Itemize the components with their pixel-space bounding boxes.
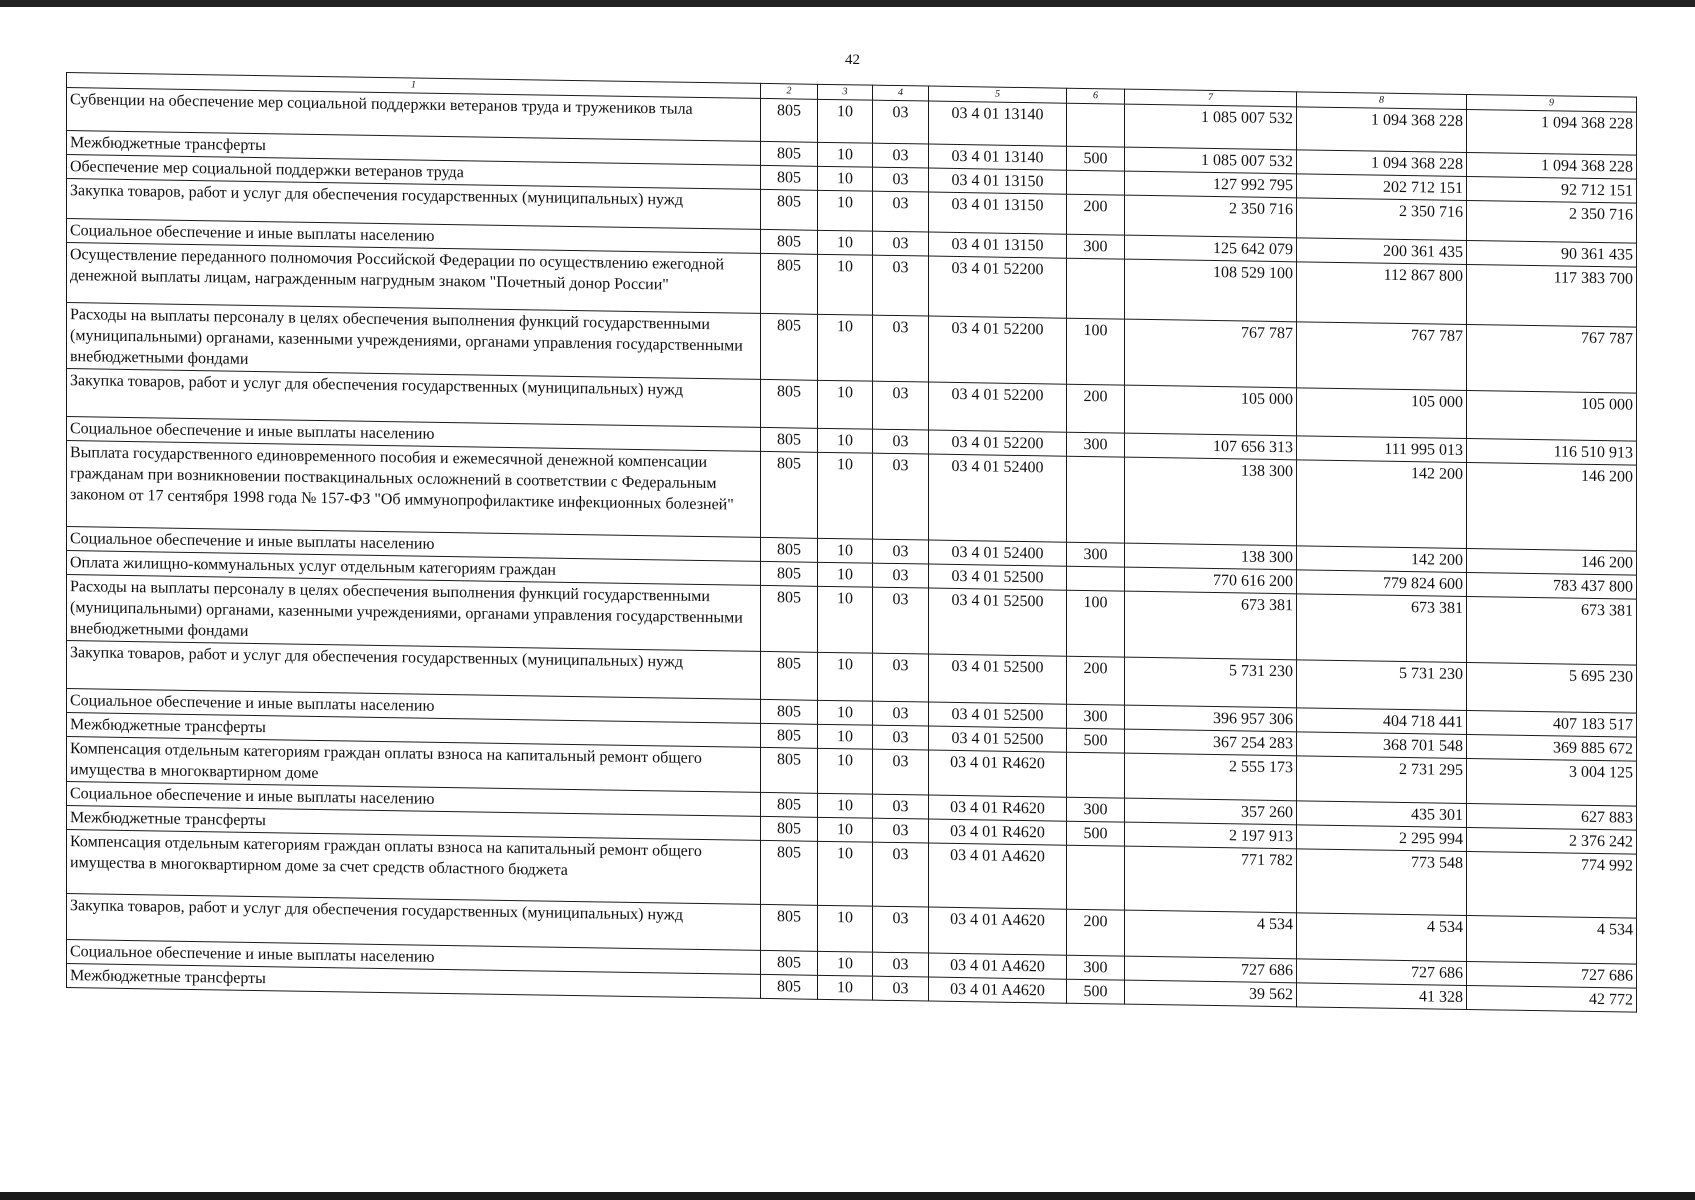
amount-year3-cell: 774 992 xyxy=(1467,852,1637,919)
expense-name-cell: Межбюджетные трансферты xyxy=(67,806,761,841)
subsection-code-cell: 03 xyxy=(873,906,929,953)
amount-year1-cell: 2 555 173 xyxy=(1125,753,1297,801)
expense-name-cell: Субвенции на обеспечение мер социальной поддержки ветеранов труда и тружеников тыла xyxy=(67,88,761,142)
target-article-cell: 03 4 01 A4620 xyxy=(929,977,1067,1003)
amount-year1-cell: 138 300 xyxy=(1125,457,1297,546)
amount-year2-cell: 368 701 548 xyxy=(1297,732,1467,759)
amount-year1-cell: 367 254 283 xyxy=(1125,729,1297,756)
amount-year2-cell: 111 995 013 xyxy=(1297,436,1467,463)
amount-year1-cell: 1 085 007 532 xyxy=(1125,147,1297,174)
amount-year3-cell: 783 437 800 xyxy=(1467,573,1637,600)
section-code-cell: 10 xyxy=(818,724,873,749)
expense-name-cell: Социальное обеспечение и иные выплаты населению xyxy=(67,417,761,452)
subsection-code-cell: 03 xyxy=(873,563,929,588)
target-article-cell: 03 4 01 A4620 xyxy=(929,843,1067,909)
expense-name-cell: Социальное обеспечение и иные выплаты населению xyxy=(67,527,761,562)
amount-year1-cell: 5 731 230 xyxy=(1125,657,1297,708)
amount-year3-cell: 727 686 xyxy=(1467,962,1637,989)
subsection-code-cell: 03 xyxy=(873,952,929,977)
amount-year1-cell: 770 616 200 xyxy=(1125,567,1297,594)
subsection-code-cell: 03 xyxy=(873,453,929,540)
subsection-code-cell: 03 xyxy=(873,794,929,819)
section-code-cell: 10 xyxy=(818,314,873,381)
department-code-cell: 805 xyxy=(761,313,818,380)
section-code-cell: 10 xyxy=(818,841,873,906)
department-code-cell: 805 xyxy=(761,189,818,230)
target-article-cell: 03 4 01 52500 xyxy=(929,726,1067,752)
target-article-cell: 03 4 01 13140 xyxy=(929,144,1067,170)
target-article-cell: 03 4 01 52200 xyxy=(929,316,1067,384)
amount-year3-cell: 92 712 151 xyxy=(1467,177,1637,204)
expense-type-cell xyxy=(1067,456,1125,543)
section-code-cell: 10 xyxy=(818,951,873,976)
amount-year3-cell: 673 381 xyxy=(1467,597,1637,666)
expense-name-cell: Расходы на выплаты персоналу в целях обеспечения выполнения функций государственными (муниципальными) органами, казенными учреждениями, органами управления государственными внебюджетными фондами xyxy=(67,575,761,652)
expense-type-cell xyxy=(1067,258,1125,319)
amount-year3-cell: 146 200 xyxy=(1467,549,1637,576)
department-code-cell: 805 xyxy=(761,816,818,841)
column-number: 2 xyxy=(761,83,818,99)
amount-year2-cell: 105 000 xyxy=(1297,388,1467,439)
amount-year2-cell: 404 718 441 xyxy=(1297,708,1467,735)
expense-type-cell: 100 xyxy=(1067,590,1125,657)
subsection-code-cell: 03 xyxy=(873,381,929,430)
expense-name-cell: Обеспечение мер социальной поддержки ветеранов труда xyxy=(67,155,761,190)
column-number: 7 xyxy=(1125,89,1297,107)
section-code-cell: 10 xyxy=(818,254,873,315)
amount-year3-cell: 1 094 368 228 xyxy=(1467,153,1637,180)
expense-name-cell: Выплата государственного единовременного пособия и ежемесячной денежной компенсации гражданам при возникновении поствакцинальных осложнений в соответствии с Федеральным законом от 17 сентября 1998 года № 157-ФЗ "Об иммунопрофилактике инфекционных болезней" xyxy=(67,441,761,538)
scan-edge-bottom xyxy=(0,1192,1695,1200)
section-code-cell: 10 xyxy=(818,230,873,255)
expense-name-cell: Закупка товаров, работ и услуг для обеспечения государственных (муниципальных) нужд xyxy=(67,179,761,230)
expense-type-cell: 300 xyxy=(1067,432,1125,457)
department-code-cell: 805 xyxy=(761,950,818,975)
amount-year2-cell: 142 200 xyxy=(1297,546,1467,573)
amount-year3-cell: 116 510 913 xyxy=(1467,439,1637,466)
amount-year3-cell: 1 094 368 228 xyxy=(1467,110,1637,156)
expense-type-cell: 500 xyxy=(1067,979,1125,1004)
amount-year1-cell: 1 085 007 532 xyxy=(1125,104,1297,150)
target-article-cell: 03 4 01 A4620 xyxy=(929,907,1067,955)
expense-name-cell: Межбюджетные трансферты xyxy=(67,131,761,166)
amount-year3-cell: 369 885 672 xyxy=(1467,735,1637,762)
department-code-cell: 805 xyxy=(761,165,818,190)
target-article-cell: 03 4 01 R4620 xyxy=(929,819,1067,845)
amount-year1-cell: 107 656 313 xyxy=(1125,433,1297,460)
expense-name-cell: Социальное обеспечение и иные выплаты населению xyxy=(67,782,761,817)
amount-year2-cell: 5 731 230 xyxy=(1297,660,1467,711)
section-code-cell: 10 xyxy=(818,562,873,587)
amount-year2-cell: 112 867 800 xyxy=(1297,262,1467,325)
column-number: 4 xyxy=(873,85,929,101)
subsection-code-cell: 03 xyxy=(873,587,929,654)
expense-type-cell: 200 xyxy=(1067,656,1125,705)
department-code-cell: 805 xyxy=(761,561,818,586)
expense-type-cell: 300 xyxy=(1067,797,1125,822)
target-article-cell: 03 4 01 R4620 xyxy=(929,795,1067,821)
department-code-cell: 805 xyxy=(761,904,818,951)
expense-type-cell: 500 xyxy=(1067,728,1125,753)
amount-year2-cell: 773 548 xyxy=(1297,849,1467,916)
amount-year3-cell: 3 004 125 xyxy=(1467,759,1637,807)
section-code-cell: 10 xyxy=(818,142,873,167)
section-code-cell: 10 xyxy=(818,748,873,794)
budget-table xyxy=(66,72,1637,1013)
amount-year3-cell: 4 534 xyxy=(1467,916,1637,965)
amount-year2-cell: 142 200 xyxy=(1297,460,1467,549)
expense-name-cell: Социальное обеспечение и иные выплаты населению xyxy=(67,940,761,975)
target-article-cell: 03 4 01 A4620 xyxy=(929,953,1067,979)
column-number: 1 xyxy=(67,73,761,99)
section-code-cell: 10 xyxy=(818,428,873,453)
section-code-cell: 10 xyxy=(818,380,873,429)
expense-name-cell: Расходы на выплаты персоналу в целях обеспечения выполнения функций государственными (муниципальными) органами, казенными учреждениями, органами управления государственными внебюджетными фондами xyxy=(67,303,761,380)
amount-year1-cell: 105 000 xyxy=(1125,385,1297,436)
table-body xyxy=(67,73,1637,1013)
expense-type-cell xyxy=(1067,103,1125,147)
section-code-cell: 10 xyxy=(818,190,873,231)
subsection-code-cell: 03 xyxy=(873,100,929,144)
section-code-cell: 10 xyxy=(818,700,873,725)
amount-year2-cell: 200 361 435 xyxy=(1297,238,1467,265)
amount-year3-cell: 5 695 230 xyxy=(1467,663,1637,714)
subsection-code-cell: 03 xyxy=(873,842,929,907)
department-code-cell: 805 xyxy=(761,651,818,700)
amount-year2-cell: 727 686 xyxy=(1297,959,1467,986)
amount-year3-cell: 407 183 517 xyxy=(1467,711,1637,738)
subsection-code-cell: 03 xyxy=(873,315,929,382)
expense-name-cell: Оплата жилищно-коммунальных услуг отдельным категориям граждан xyxy=(67,551,761,586)
column-number: 8 xyxy=(1297,92,1467,110)
subsection-code-cell: 03 xyxy=(873,167,929,192)
department-code-cell: 805 xyxy=(761,792,818,817)
expense-type-cell: 500 xyxy=(1067,146,1125,171)
expense-name-cell: Межбюджетные трансферты xyxy=(67,964,761,999)
section-code-cell: 10 xyxy=(818,905,873,952)
scan-edge-top xyxy=(0,0,1695,7)
department-code-cell: 805 xyxy=(761,840,818,905)
target-article-cell: 03 4 01 52200 xyxy=(929,256,1067,318)
amount-year3-cell: 105 000 xyxy=(1467,391,1637,442)
expense-type-cell: 300 xyxy=(1067,542,1125,567)
amount-year2-cell: 4 534 xyxy=(1297,913,1467,962)
amount-year1-cell: 2 197 913 xyxy=(1125,822,1297,849)
target-article-cell: 03 4 01 52400 xyxy=(929,454,1067,542)
expense-name-cell: Закупка товаров, работ и услуг для обеспечения государственных (муниципальных) нужд xyxy=(67,369,761,428)
target-article-cell: 03 4 01 R4620 xyxy=(929,750,1067,797)
expense-name-cell: Компенсация отдельным категориям граждан оплаты взноса на капитальный ремонт общего имущества в многоквартирном доме xyxy=(67,737,761,793)
target-article-cell: 03 4 01 13150 xyxy=(929,192,1067,234)
amount-year3-cell: 2 350 716 xyxy=(1467,201,1637,244)
amount-year1-cell: 125 642 079 xyxy=(1125,235,1297,262)
amount-year3-cell: 627 883 xyxy=(1467,804,1637,831)
subsection-code-cell: 03 xyxy=(873,976,929,1001)
column-number: 6 xyxy=(1067,88,1125,104)
amount-year2-cell: 767 787 xyxy=(1297,322,1467,391)
section-code-cell: 10 xyxy=(818,817,873,842)
section-code-cell: 10 xyxy=(818,538,873,563)
target-article-cell: 03 4 01 52500 xyxy=(929,564,1067,590)
target-article-cell: 03 4 01 13140 xyxy=(929,101,1067,146)
target-article-cell: 03 4 01 52500 xyxy=(929,654,1067,704)
amount-year1-cell: 771 782 xyxy=(1125,846,1297,913)
amount-year1-cell: 39 562 xyxy=(1125,980,1297,1007)
department-code-cell: 805 xyxy=(761,723,818,748)
amount-year1-cell: 767 787 xyxy=(1125,319,1297,388)
amount-year2-cell: 2 731 295 xyxy=(1297,756,1467,804)
expense-type-cell xyxy=(1067,752,1125,798)
subsection-code-cell: 03 xyxy=(873,539,929,564)
column-number: 5 xyxy=(929,86,1067,103)
department-code-cell: 805 xyxy=(761,585,818,652)
subsection-code-cell: 03 xyxy=(873,653,929,702)
department-code-cell: 805 xyxy=(761,537,818,562)
department-code-cell: 805 xyxy=(761,98,818,142)
section-code-cell: 10 xyxy=(818,166,873,191)
department-code-cell: 805 xyxy=(761,699,818,724)
amount-year1-cell: 2 350 716 xyxy=(1125,195,1297,238)
expense-type-cell xyxy=(1067,566,1125,591)
amount-year1-cell: 127 992 795 xyxy=(1125,171,1297,198)
department-code-cell: 805 xyxy=(761,379,818,428)
department-code-cell: 805 xyxy=(761,141,818,166)
section-code-cell: 10 xyxy=(818,586,873,653)
subsection-code-cell: 03 xyxy=(873,255,929,316)
department-code-cell: 805 xyxy=(761,451,818,538)
amount-year2-cell: 673 381 xyxy=(1297,594,1467,663)
department-code-cell: 805 xyxy=(761,427,818,452)
subsection-code-cell: 03 xyxy=(873,231,929,256)
amount-year2-cell: 2 350 716 xyxy=(1297,198,1467,241)
section-code-cell: 10 xyxy=(818,452,873,539)
amount-year3-cell: 146 200 xyxy=(1467,463,1637,552)
subsection-code-cell: 03 xyxy=(873,818,929,843)
amount-year1-cell: 138 300 xyxy=(1125,543,1297,570)
subsection-code-cell: 03 xyxy=(873,749,929,795)
amount-year2-cell: 1 094 368 228 xyxy=(1297,150,1467,177)
amount-year1-cell: 396 957 306 xyxy=(1125,705,1297,732)
subsection-code-cell: 03 xyxy=(873,701,929,726)
section-code-cell: 10 xyxy=(818,975,873,1000)
expense-type-cell: 200 xyxy=(1067,194,1125,235)
expense-name-cell: Закупка товаров, работ и услуг для обеспечения государственных (муниципальных) нужд xyxy=(67,894,761,951)
subsection-code-cell: 03 xyxy=(873,143,929,168)
target-article-cell: 03 4 01 13150 xyxy=(929,232,1067,258)
section-code-cell: 10 xyxy=(818,793,873,818)
target-article-cell: 03 4 01 52500 xyxy=(929,702,1067,728)
amount-year2-cell: 779 824 600 xyxy=(1297,570,1467,597)
amount-year3-cell: 42 772 xyxy=(1467,986,1637,1013)
department-code-cell: 805 xyxy=(761,253,818,314)
expense-name-cell: Социальное обеспечение и иные выплаты населению xyxy=(67,689,761,724)
column-number: 9 xyxy=(1467,95,1637,113)
amount-year1-cell: 108 529 100 xyxy=(1125,259,1297,322)
amount-year1-cell: 673 381 xyxy=(1125,591,1297,660)
amount-year2-cell: 41 328 xyxy=(1297,983,1467,1010)
target-article-cell: 03 4 01 52200 xyxy=(929,382,1067,432)
target-article-cell: 03 4 01 13150 xyxy=(929,168,1067,194)
amount-year3-cell: 117 383 700 xyxy=(1467,265,1637,328)
section-code-cell: 10 xyxy=(818,652,873,701)
amount-year2-cell: 435 301 xyxy=(1297,801,1467,828)
expense-type-cell xyxy=(1067,170,1125,195)
department-code-cell: 805 xyxy=(761,974,818,999)
expense-type-cell: 300 xyxy=(1067,704,1125,729)
expense-type-cell: 300 xyxy=(1067,955,1125,980)
expense-name-cell: Межбюджетные трансферты xyxy=(67,713,761,748)
subsection-code-cell: 03 xyxy=(873,191,929,232)
target-article-cell: 03 4 01 52200 xyxy=(929,430,1067,456)
expense-name-cell: Социальное обеспечение и иные выплаты населению xyxy=(67,219,761,254)
subsection-code-cell: 03 xyxy=(873,429,929,454)
amount-year3-cell: 2 376 242 xyxy=(1467,828,1637,855)
amount-year3-cell: 90 361 435 xyxy=(1467,241,1637,268)
target-article-cell: 03 4 01 52500 xyxy=(929,588,1067,656)
expense-type-cell: 200 xyxy=(1067,909,1125,956)
subsection-code-cell: 03 xyxy=(873,725,929,750)
expense-name-cell: Осуществление переданного полномочия Российской Федерации по осуществлению ежегодной денежной выплаты лицам, награжденным нагрудным знаком "Почетный донор России" xyxy=(67,243,761,314)
amount-year1-cell: 727 686 xyxy=(1125,956,1297,983)
column-number: 3 xyxy=(818,84,873,100)
department-code-cell: 805 xyxy=(761,229,818,254)
amount-year2-cell: 1 094 368 228 xyxy=(1297,107,1467,153)
expense-name-cell: Закупка товаров, работ и услуг для обеспечения государственных (муниципальных) нужд xyxy=(67,641,761,700)
section-code-cell: 10 xyxy=(818,99,873,143)
expense-type-cell: 300 xyxy=(1067,234,1125,259)
expense-name-cell: Компенсация отдельным категориям граждан оплаты взноса на капитальный ремонт общего имущества в многоквартирном доме за счет средств областного бюджета xyxy=(67,830,761,905)
page-number: 42 xyxy=(845,52,860,68)
expense-type-cell xyxy=(1067,845,1125,910)
amount-year1-cell: 4 534 xyxy=(1125,910,1297,959)
target-article-cell: 03 4 01 52400 xyxy=(929,540,1067,566)
expense-type-cell: 200 xyxy=(1067,384,1125,433)
amount-year2-cell: 2 295 994 xyxy=(1297,825,1467,852)
expense-type-cell: 500 xyxy=(1067,821,1125,846)
amount-year3-cell: 767 787 xyxy=(1467,325,1637,394)
expense-type-cell: 100 xyxy=(1067,318,1125,385)
department-code-cell: 805 xyxy=(761,747,818,793)
amount-year2-cell: 202 712 151 xyxy=(1297,174,1467,201)
amount-year1-cell: 357 260 xyxy=(1125,798,1297,825)
